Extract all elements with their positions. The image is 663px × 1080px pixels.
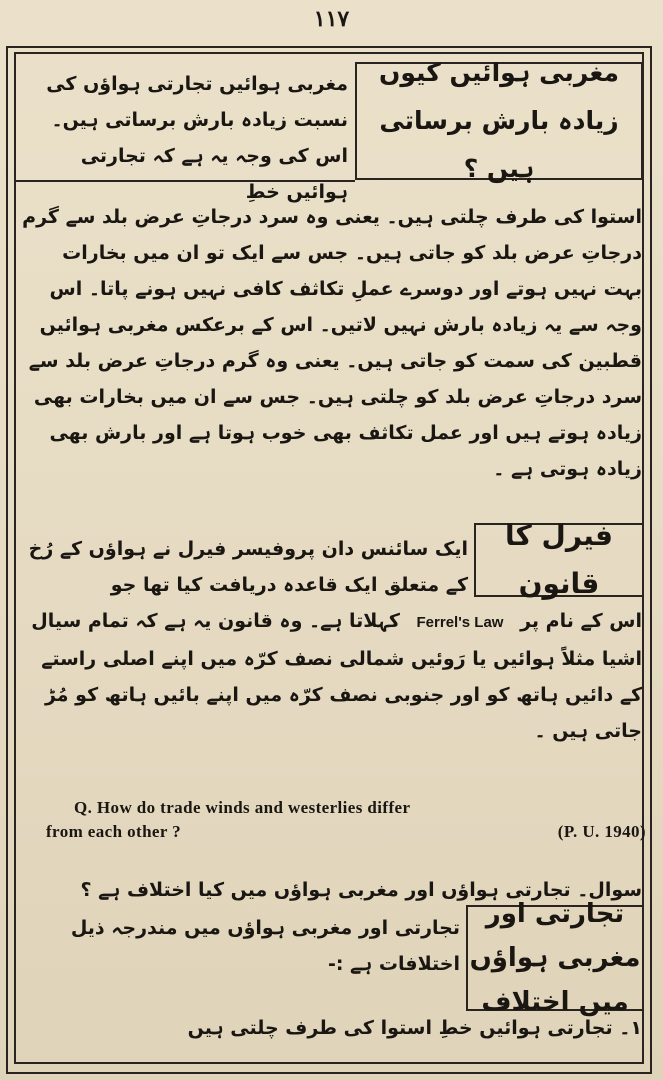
westerlies-paragraph: استوا کی طرف چلتی ہیں۔ یعنی وہ سرد درجاتِ عرض بلد سے گرم درجاتِ عرض بلد کو جاتی ہیں۔ جس سے ایک تو ان میں بخارات بہت نہیں ہوتے اور دوسرے عملِ تکاثف کافی نہیں ہونے پاتا۔ اس وجہ سے یہ زیادہ بارش نہیں لاتیں۔ اس کے برعکس مغربی ہوائیں قطبین کی سمت کو جاتی ہیں۔ یعنی وہ گرم درجاتِ عرض بلد سے سرد درجاتِ عرض بلد کو چلتی ہیں۔ جس سے ان میں بخارات بھی زیادہ ہوتے ہیں اور عمل تکاثف بھی خوب ہوتا ہے اور بارش بھی زیادہ ہوتی ہے ۔ (22, 206, 642, 480)
heading-ferrel-law-text: فیرل کا قانون (504, 519, 614, 600)
page-number: ۱۱۷ (313, 6, 350, 32)
difference-paragraph-side: تجارتی اور مغربی ہواؤں میں مندرجہ ذیل اختلافات ہے :- (70, 917, 460, 975)
difference-point-1: ۱۔ تجارتی ہوائیں خطِ استوا کی طرف چلتی ہیں (187, 1017, 642, 1039)
question-line-1: Q. How do trade winds and westerlies differ (74, 798, 411, 817)
heading-westerlies-rain-text: مغربی ہوائیں کیوں زیادہ بارش برساتی ہیں ؟ (379, 58, 619, 183)
question-source: (P. U. 1940) (557, 822, 646, 841)
westerlies-paragraph-side: مغربی ہوائیں تجارتی ہواؤں کی نسبت زیادہ بارش برساتی ہیں۔ اس کی وجہ یہ ہے کہ تجارتی ہوائیں خطِ (46, 73, 348, 203)
ferrel-text-before: اس کے نام پر (520, 610, 642, 632)
question-line-2-text: from each other ? (46, 822, 182, 841)
question-english (46, 796, 646, 844)
heading-ferrel-law (474, 519, 644, 600)
question-urdu: سوال۔ تجارتی ہواؤں اور مغربی ہواؤں میں کیا اختلاف ہے ؟ (80, 879, 642, 901)
ferrel-text-after: کہلاتا ہے۔ وہ قانون یہ ہے کہ تمام سیال اشیا مثلاً ہوائیں یا رَوئیں شمالی نصف کرّہ میں اپنے اصلی راستے کے دائیں ہاتھ کو اور جنوبی نصف کرّہ میں اپنے بائیں ہاتھ کو مُڑ جاتی ہیں ۔ (31, 610, 642, 742)
question-line-2 (46, 820, 646, 844)
heading-westerlies-rain (355, 58, 643, 183)
ferrel-paragraph-side: ایک سائنس دان پروفیسر فیرل نے ہواؤں کے رُخ کے متعلق ایک قاعدہ دریافت کیا تھا جو (28, 538, 468, 596)
heading-difference (466, 899, 644, 1017)
ferrel-law-english: Ferrel's Law (416, 614, 504, 631)
heading-difference-text: تجارتی اور مغربی ہواؤں میں اختلاف (469, 899, 641, 1017)
ferrel-paragraph (22, 603, 642, 749)
